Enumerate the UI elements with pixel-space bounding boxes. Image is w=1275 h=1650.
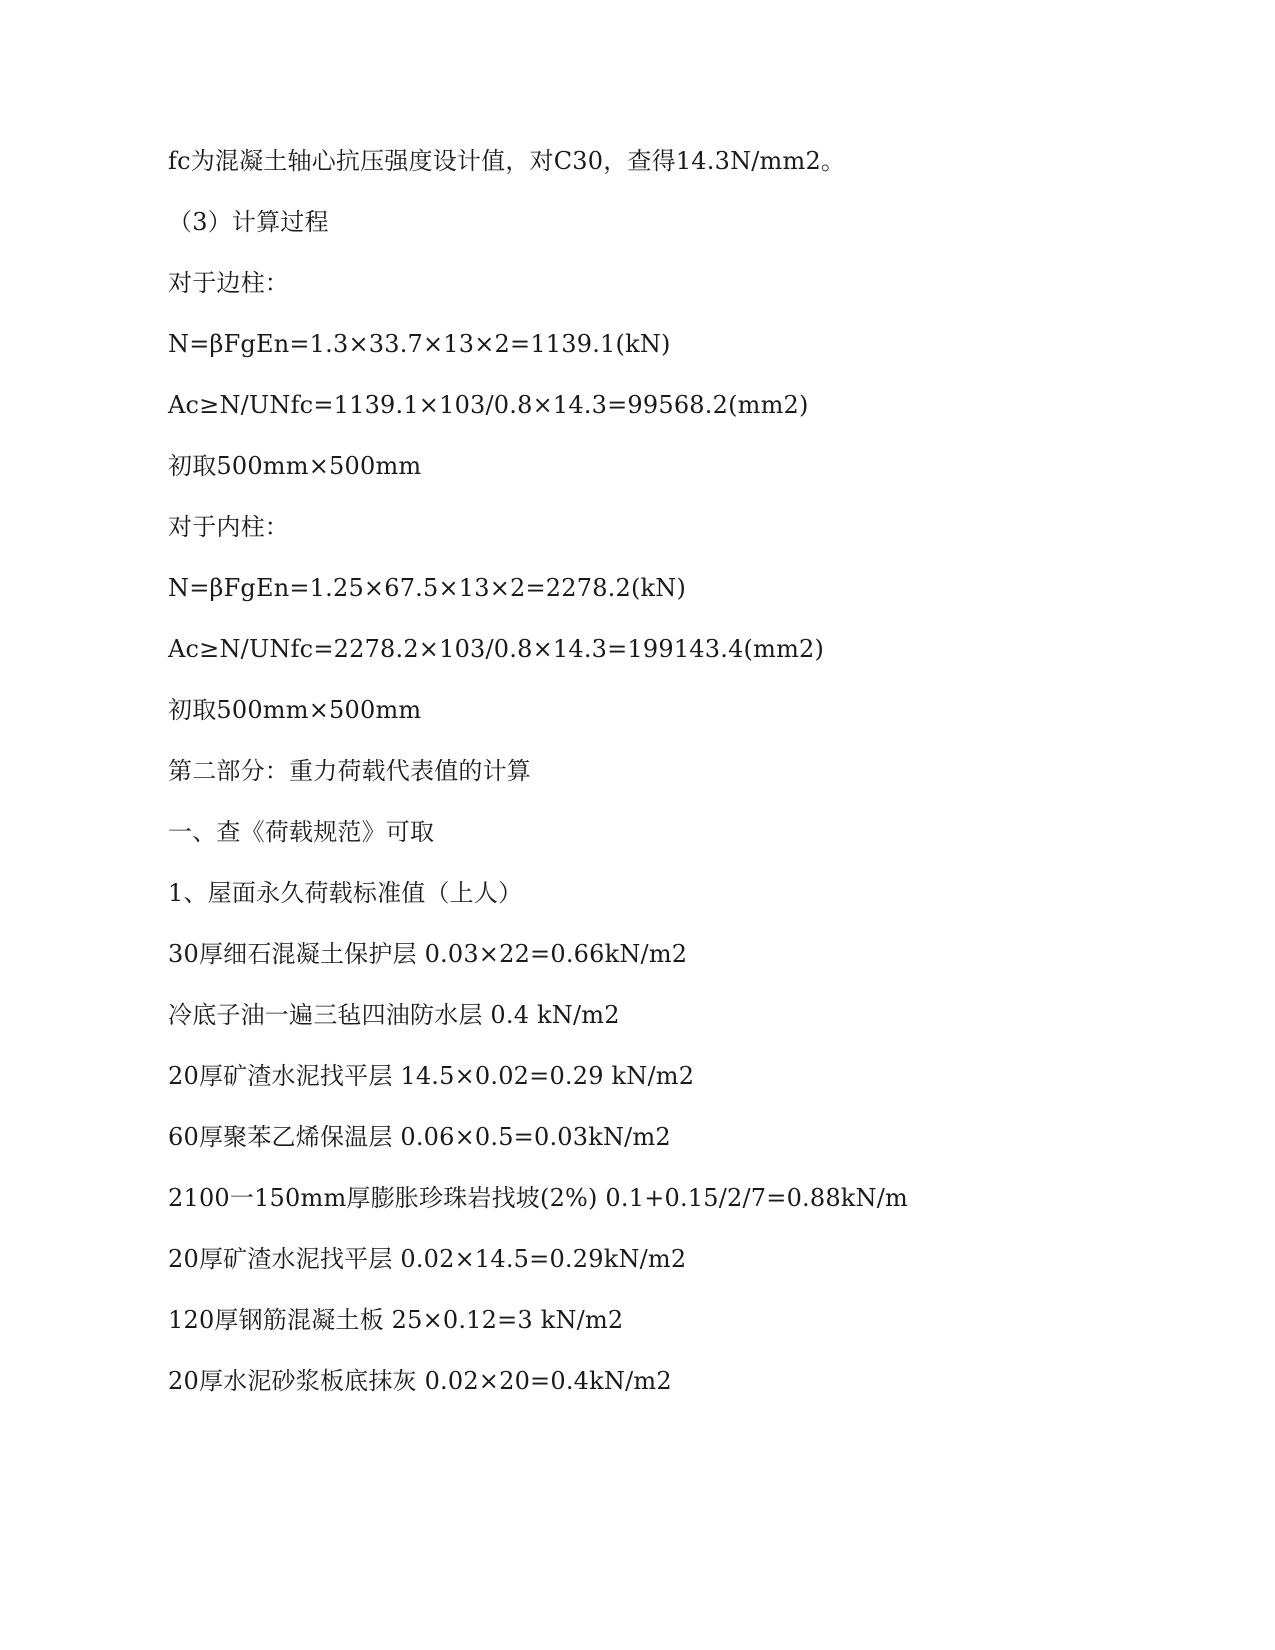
text-edge-column-section: 初取500mm×500mm xyxy=(168,452,422,480)
load-item-protective-layer: 30厚细石混凝土保护层 0.03×22=0.66kN/m2 xyxy=(168,940,688,968)
section-heading-calculation-process: （3）计算过程 xyxy=(168,208,329,236)
part-heading-gravity-load: 第二部分：重力荷载代表值的计算 xyxy=(168,757,531,785)
text-inner-column-section: 初取500mm×500mm xyxy=(168,696,422,724)
subheading-edge-column: 对于边柱： xyxy=(168,269,289,297)
formula-inner-column-area: Ac≥N/UNfc=2278.2×103/0.8×14.3=199143.4(mm2) xyxy=(168,635,825,663)
load-item-concrete-slab: 120厚钢筋混凝土板 25×0.12=3 kN/m2 xyxy=(168,1306,624,1334)
formula-edge-column-area: Ac≥N/UNfc=1139.1×103/0.8×14.3=99568.2(mm2) xyxy=(168,391,809,419)
subheading-inner-column: 对于内柱： xyxy=(168,513,289,541)
load-item-leveling-layer-2: 20厚矿渣水泥找平层 0.02×14.5=0.29kN/m2 xyxy=(168,1245,687,1273)
load-item-slope-layer: 2100一150mm厚膨胀珍珠岩找坡(2%) 0.1+0.15/2/7=0.88kN/m xyxy=(168,1184,908,1212)
formula-edge-column-axial-force: N=βFgEn=1.3×33.7×13×2=1139.1(kN) xyxy=(168,330,671,358)
text-line-fc-definition: fc为混凝土轴心抗压强度设计值，对C30，查得14.3N/mm2。 xyxy=(168,147,846,175)
subheading-roof-permanent-load: 1、屋面永久荷载标准值（上人） xyxy=(168,879,523,907)
load-item-plaster-layer: 20厚水泥砂浆板底抹灰 0.02×20=0.4kN/m2 xyxy=(168,1367,672,1395)
formula-inner-column-axial-force: N=βFgEn=1.25×67.5×13×2=2278.2(kN) xyxy=(168,574,687,602)
section-heading-load-code: 一、查《荷载规范》可取 xyxy=(168,818,435,846)
load-item-leveling-layer-1: 20厚矿渣水泥找平层 14.5×0.02=0.29 kN/m2 xyxy=(168,1062,695,1090)
load-item-insulation-layer: 60厚聚苯乙烯保温层 0.06×0.5=0.03kN/m2 xyxy=(168,1123,671,1151)
load-item-waterproof-layer: 冷底子油一遍三毡四油防水层 0.4 kN/m2 xyxy=(168,1001,620,1029)
